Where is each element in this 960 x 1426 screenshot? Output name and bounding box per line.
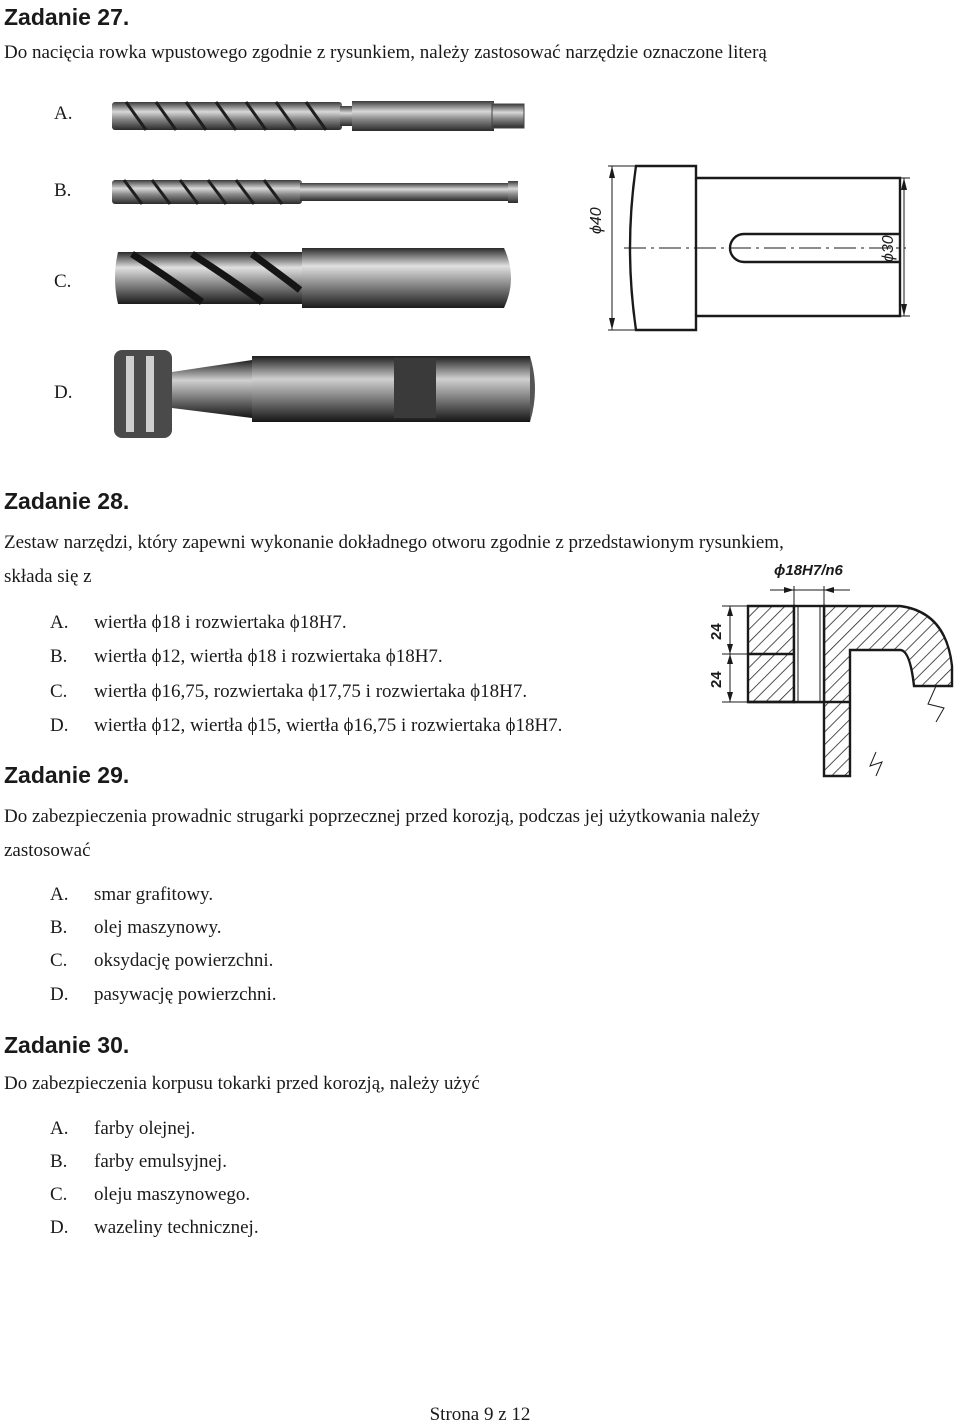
z28-option-a-text: wiertła ϕ18 i rozwiertaka ϕ18H7. [94,612,347,633]
dim-phi30-label: ϕ30 [880,235,897,262]
z28-question-line1: Zestaw narzędzi, który zapewni wykonanie dokładnego otworu zgodnie z przedstawionym rysunkiem, [4,532,784,553]
z29-option-d-letter: D. [50,984,69,1005]
z28-option-d-text: wiertła ϕ12, wiertła ϕ15, wiertła ϕ16,75 i rozwiertaka ϕ18H7. [94,715,563,736]
tool-c-end-mill-image [112,240,518,316]
z27-option-b: B. [54,180,72,201]
dim-24-top-label: 24 [708,623,725,640]
z30-option-a-text: farby olejnej. [94,1118,196,1139]
z30-option-d-letter: D. [50,1217,69,1238]
z28-question-line2: składa się z [4,566,92,587]
z27-question: Do nacięcia rowka wpustowego zgodnie z rysunkiem, należy zastosować narzędzie oznaczone literą [4,42,767,63]
z30-option-b-text: farby emulsyjnej. [94,1151,227,1172]
z29-option-b-letter: B. [50,917,68,938]
z30-option-d-text: wazeliny technicznej. [94,1217,259,1238]
keyway-shaft-drawing [584,160,910,336]
z29-question-line2: zastosować [4,840,91,861]
z29-option-c-text: oksydację powierzchni. [94,950,274,971]
z29-option-b-text: olej maszynowy. [94,917,222,938]
z27-title: Zadanie 27. [4,4,130,30]
z29-title: Zadanie 29. [4,762,130,788]
z28-title: Zadanie 28. [4,488,130,514]
dim-24-bottom-label: 24 [708,671,725,688]
z29-option-c-letter: C. [50,950,68,971]
z27-option-d: D. [54,382,73,403]
hole-fit-section-drawing [700,576,960,782]
tool-a-reamer-image [112,96,528,136]
fit-label: ϕ18H7/n6 [774,562,843,579]
z30-title: Zadanie 30. [4,1032,130,1058]
z29-option-d-text: pasywację powierzchni. [94,984,277,1005]
z30-question: Do zabezpieczenia korpusu tokarki przed korozją, należy użyć [4,1073,480,1094]
page-number: Strona 9 z 12 [429,1404,531,1425]
tool-d-t-slot-cutter-image [112,342,540,442]
z28-option-d-letter: D. [50,715,69,736]
dim-phi40-label: ϕ40 [588,207,605,234]
z28-option-c-letter: C. [50,681,68,702]
z28-option-b-text: wiertła ϕ12, wiertła ϕ18 i rozwiertaka ϕ18H7. [94,646,443,667]
z30-option-a-letter: A. [50,1118,69,1139]
z29-question-line1: Do zabezpieczenia prowadnic strugarki poprzecznej przed korozją, podczas jej użytkowania należy [4,806,760,827]
z29-option-a-text: smar grafitowy. [94,884,214,905]
z29-option-a-letter: A. [50,884,69,905]
z30-option-c-text: oleju maszynowego. [94,1184,251,1205]
z27-option-c: C. [54,271,72,292]
z27-option-a: A. [54,103,73,124]
tool-b-reamer-image [112,172,520,210]
z30-option-c-letter: C. [50,1184,68,1205]
z30-option-b-letter: B. [50,1151,68,1172]
z28-option-c-text: wiertła ϕ16,75, rozwiertaka ϕ17,75 i rozwiertaka ϕ18H7. [94,681,528,702]
z28-option-a-letter: A. [50,612,69,633]
z28-option-b-letter: B. [50,646,68,667]
